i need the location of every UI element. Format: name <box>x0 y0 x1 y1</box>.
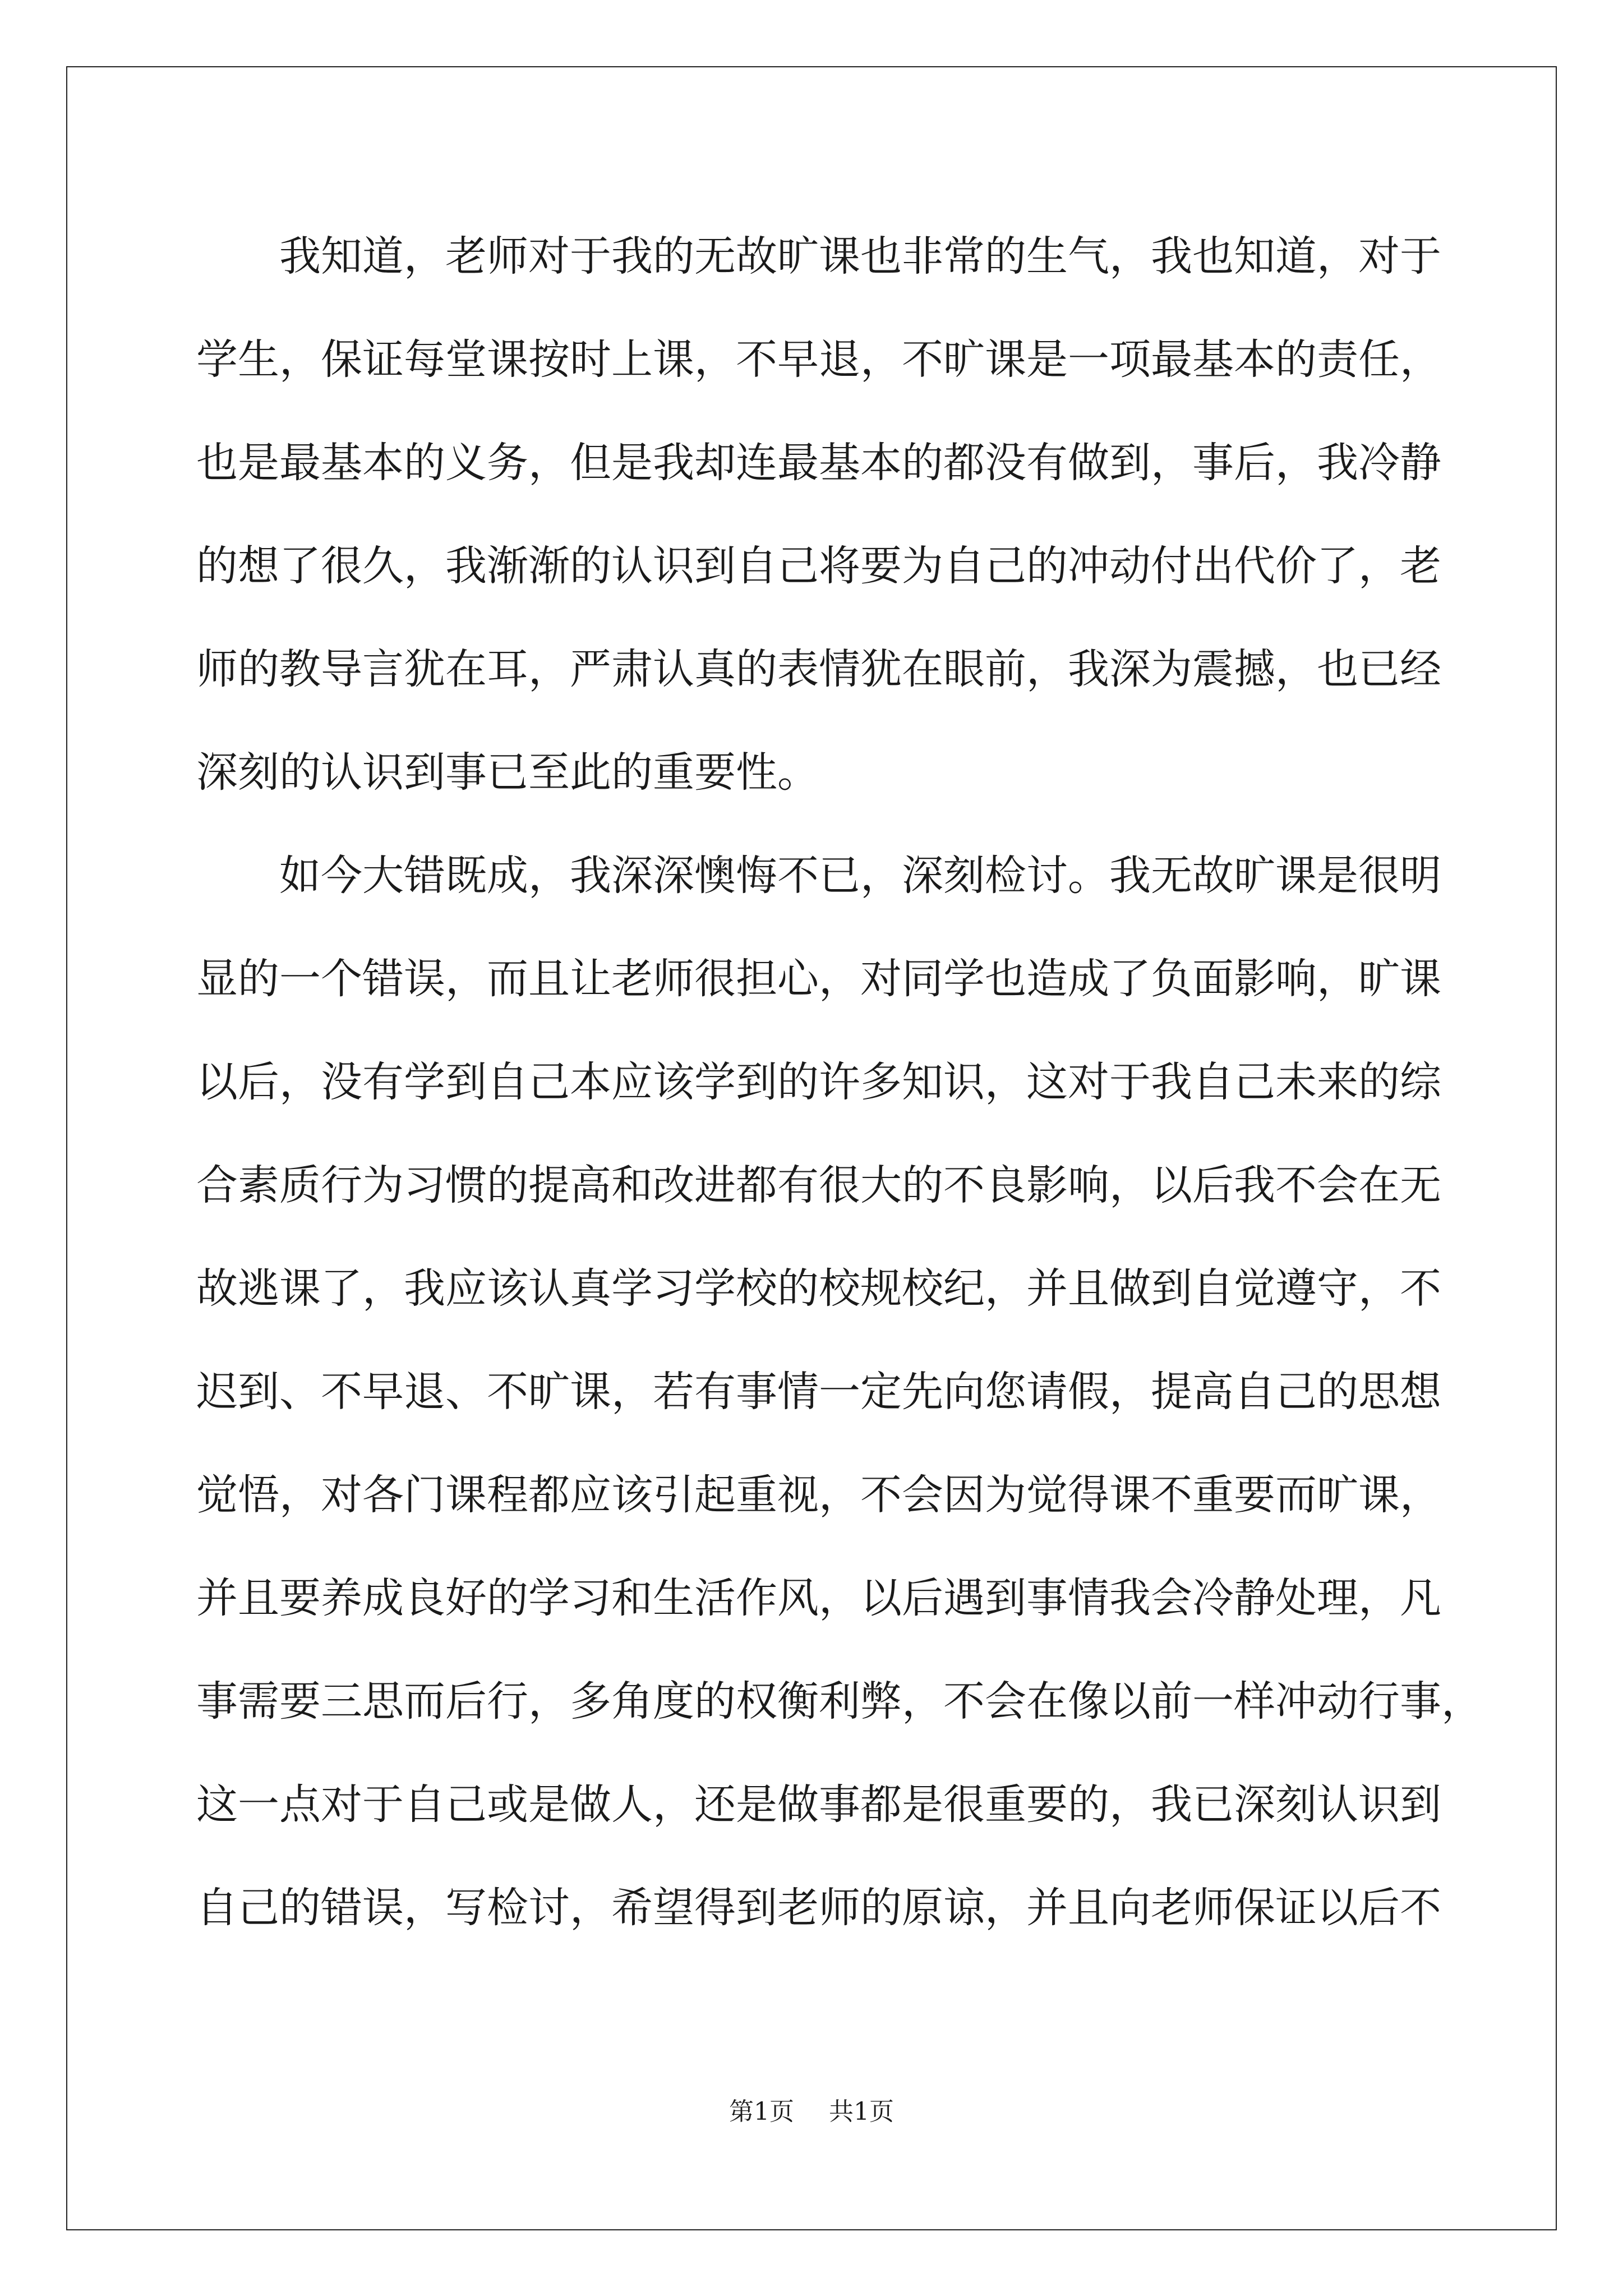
text-line: 觉悟，对各门课程都应该引起重视，不会因为觉得课不重要而旷课， <box>196 1471 1441 1519</box>
text-line: 显的一个错误，而且让老师很担心，对同学也造成了负面影响，旷课 <box>196 955 1441 1003</box>
text-line: 我知道，老师对于我的无故旷课也非常的生气，我也知道，对于 <box>196 232 1441 280</box>
document-body <box>196 205 1483 1959</box>
text-line: 深刻的认识到事已至此的重要性。 <box>196 748 819 797</box>
page-total: 共1页 <box>829 2097 894 2126</box>
text-line: 事需要三思而后行，多角度的权衡利弊，不会在像以前一样冲动行事， <box>196 1677 1483 1726</box>
text-line: 以后，没有学到自己本应该学到的许多知识，这对于我自己未来的综 <box>196 1058 1441 1106</box>
text-line: 也是最基本的义务，但是我却连最基本的都没有做到，事后，我冷静 <box>196 439 1441 487</box>
text-line: 学生，保证每堂课按时上课，不早退，不旷课是一项最基本的责任， <box>196 335 1441 384</box>
text-line: 师的教导言犹在耳，严肃认真的表情犹在眼前，我深为震撼，也已经 <box>196 645 1441 693</box>
text-line: 合素质行为习惯的提高和改进都有很大的不良影响，以后我不会在无 <box>196 1161 1441 1209</box>
page-number: 第1页 <box>729 2097 794 2126</box>
text-line: 这一点对于自己或是做人，还是做事都是很重要的，我已深刻认识到 <box>196 1780 1441 1829</box>
text-line: 并且要养成良好的学习和生活作风，以后遇到事情我会冷静处理，凡 <box>196 1574 1441 1622</box>
text-line: 如今大错既成，我深深懊悔不已，深刻检讨。我无故旷课是很明 <box>196 852 1441 900</box>
text-line: 故逃课了，我应该认真学习学校的校规校纪，并且做到自觉遵守，不 <box>196 1264 1441 1313</box>
text-line: 迟到、不早退、不旷课，若有事情一定先向您请假，提高自己的思想 <box>196 1368 1441 1416</box>
page-footer <box>0 2095 1623 2129</box>
text-line: 自己的错误，写检讨，希望得到老师的原谅，并且向老师保证以后不 <box>196 1884 1441 1932</box>
text-line: 的想了很久，我渐渐的认识到自己将要为自己的冲动付出代价了，老 <box>196 542 1441 590</box>
